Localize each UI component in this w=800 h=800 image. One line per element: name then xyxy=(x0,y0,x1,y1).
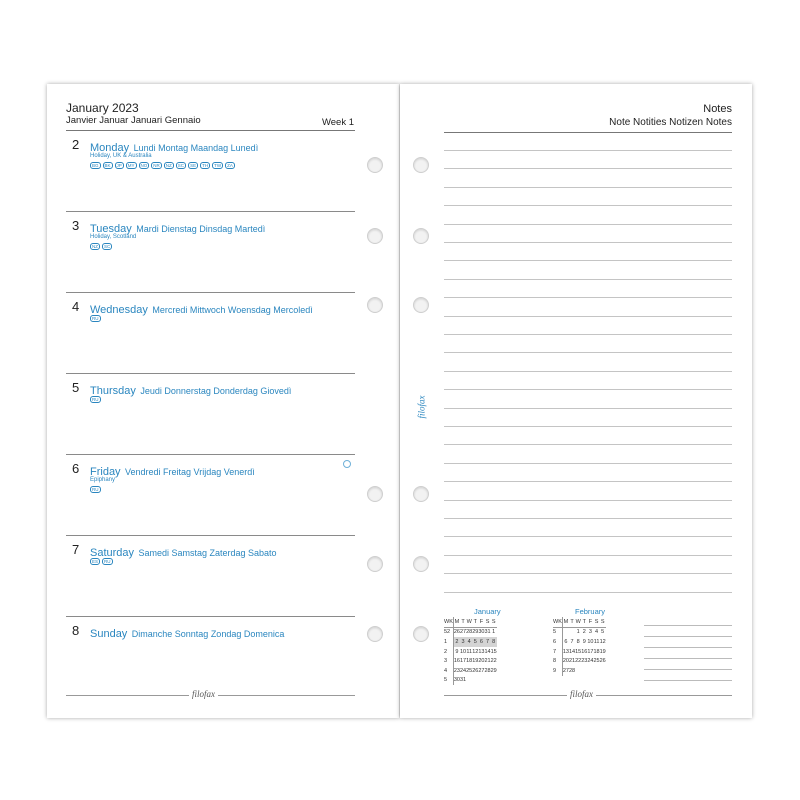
calendar-day-cell[interactable]: 12 xyxy=(599,638,606,645)
calendar-day-cell[interactable]: 9 xyxy=(582,638,586,645)
note-line[interactable] xyxy=(444,463,732,464)
week-number-cell: 2 xyxy=(444,647,453,657)
binder-hole xyxy=(367,556,383,572)
calendar-week-row xyxy=(444,637,497,647)
mini-calendar-month: January xyxy=(474,607,501,616)
country-code-badge: ES xyxy=(92,559,99,564)
country-codes xyxy=(90,315,101,322)
week-number-cell: 5 xyxy=(553,627,562,637)
calendar-day-cell[interactable]: 21 xyxy=(569,658,576,665)
country-code-badge: SE xyxy=(190,163,197,168)
country-codes xyxy=(90,486,101,493)
weekday-header: S xyxy=(491,617,497,627)
calendar-note-line[interactable] xyxy=(644,658,732,659)
calendar-day-cell[interactable]: 27 xyxy=(460,629,467,636)
day-translations: Mercredi Mittwoch Woensdag Mercoledì xyxy=(152,305,313,315)
binder-hole xyxy=(367,626,383,642)
weekday-header: M xyxy=(562,617,569,627)
calendar-day-cell[interactable]: 8 xyxy=(492,638,496,645)
mini-calendar-grid xyxy=(444,617,497,685)
calendar-day-cell[interactable]: 31 xyxy=(460,677,467,684)
calendar-day-cell[interactable]: 30 xyxy=(478,629,485,636)
day-translations: Dimanche Sonntag Zondag Domenica xyxy=(131,629,285,639)
notes-header-divider xyxy=(444,132,732,133)
note-line[interactable] xyxy=(444,573,732,574)
calendar-week-row xyxy=(444,627,497,637)
binder-hole xyxy=(413,556,429,572)
calendar-day-cell[interactable]: 20 xyxy=(562,658,569,665)
filofax-logo-left: filofax xyxy=(189,689,218,699)
calendar-day-cell[interactable]: 1 xyxy=(492,629,496,636)
calendar-day-cell[interactable]: 3 xyxy=(461,638,465,645)
calendar-note-line[interactable] xyxy=(644,636,732,637)
calendar-day-cell[interactable]: 28 xyxy=(484,667,491,674)
calendar-day-cell[interactable]: 13 xyxy=(478,648,485,655)
day-names xyxy=(90,543,277,561)
calendar-day-cell[interactable]: 5 xyxy=(473,638,477,645)
day-entry-wednesday[interactable] xyxy=(66,293,355,374)
note-line[interactable] xyxy=(444,260,732,261)
day-entry-tuesday[interactable] xyxy=(66,212,355,293)
weekday-header: WK xyxy=(444,617,453,627)
country-code-badge: BG xyxy=(92,163,99,168)
weekday-header: F xyxy=(478,617,484,627)
calendar-day-cell[interactable]: 25 xyxy=(593,658,600,665)
weekday-header: S xyxy=(600,617,606,627)
country-code-badge: NZ xyxy=(92,244,98,249)
note-line[interactable] xyxy=(444,224,732,225)
note-line[interactable] xyxy=(444,426,732,427)
mini-calendar-grid xyxy=(553,617,606,676)
week-number-cell: 8 xyxy=(553,656,562,666)
day-name: Sunday xyxy=(90,628,128,640)
calendar-day-cell xyxy=(491,676,497,686)
calendar-day-cell xyxy=(562,627,569,637)
country-code-badge: TW xyxy=(214,163,222,168)
day-name: Monday xyxy=(90,142,130,154)
calendar-week-row xyxy=(553,656,606,666)
notes-translations: Note Notities Notizen Notes xyxy=(609,117,732,128)
note-line[interactable] xyxy=(444,316,732,317)
country-code-badge: RU xyxy=(92,397,99,402)
calendar-day-cell[interactable]: 1 xyxy=(576,629,580,636)
country-code-badge: ZA xyxy=(227,163,233,168)
calendar-day-cell[interactable]: 27 xyxy=(562,667,569,674)
calendar-day-cell[interactable]: 2 xyxy=(582,629,586,636)
day-name: Saturday xyxy=(90,547,135,559)
day-number: 5 xyxy=(72,380,80,395)
day-number: 3 xyxy=(72,218,80,233)
note-line[interactable] xyxy=(444,352,732,353)
day-number: 7 xyxy=(72,542,80,557)
note-line[interactable] xyxy=(444,536,732,537)
calendar-day-cell[interactable]: 11 xyxy=(593,638,600,645)
calendar-day-cell[interactable]: 8 xyxy=(576,638,580,645)
binder-hole xyxy=(367,297,383,313)
calendar-day-cell[interactable]: 16 xyxy=(453,658,460,665)
day-entry-friday[interactable] xyxy=(66,455,355,536)
calendar-day-cell[interactable]: 15 xyxy=(490,648,497,655)
calendar-day-cell[interactable]: 29 xyxy=(490,667,497,674)
calendar-day-cell[interactable]: 25 xyxy=(466,667,473,674)
calendar-note-line[interactable] xyxy=(644,680,732,681)
week-number-cell: 4 xyxy=(444,666,453,676)
filofax-logo-right: filofax xyxy=(567,689,596,699)
calendar-week-row xyxy=(553,647,606,657)
left-diary-page xyxy=(47,84,399,718)
weekday-header: S xyxy=(594,617,600,627)
country-code-badge: MY xyxy=(127,163,135,168)
calendar-day-cell[interactable]: 16 xyxy=(581,648,588,655)
calendar-day-cell[interactable]: 14 xyxy=(484,648,491,655)
day-name: Wednesday xyxy=(90,304,148,316)
calendar-day-cell[interactable]: 7 xyxy=(486,638,490,645)
note-line[interactable] xyxy=(444,205,732,206)
week-number-cell: 7 xyxy=(553,647,562,657)
calendar-day-cell[interactable]: 20 xyxy=(478,658,485,665)
week-number-cell: 9 xyxy=(553,666,562,676)
holiday-note: Holiday, UK & Australia xyxy=(90,153,152,159)
calendar-day-cell[interactable]: 11 xyxy=(466,648,473,655)
calendar-day-cell[interactable]: 24 xyxy=(460,667,467,674)
note-line[interactable] xyxy=(444,168,732,169)
binder-hole xyxy=(413,228,429,244)
binder-hole xyxy=(367,228,383,244)
calendar-day-cell[interactable]: 21 xyxy=(484,658,491,665)
calendar-week-row xyxy=(553,627,606,637)
holiday-note: Holiday, Scotland xyxy=(90,234,137,240)
week-number-cell: 1 xyxy=(444,637,453,647)
week-number-cell: 3 xyxy=(444,656,453,666)
month-translations: Janvier Januar Januari Gennaio xyxy=(66,115,201,126)
day-number: 2 xyxy=(72,137,80,152)
day-entry-thursday[interactable] xyxy=(66,374,355,455)
day-translations: Mardi Dienstag Dinsdag Martedì xyxy=(136,224,266,234)
day-name: Tuesday xyxy=(90,223,132,235)
calendar-day-cell[interactable]: 30 xyxy=(453,677,460,684)
note-line[interactable] xyxy=(444,297,732,298)
calendar-week-row xyxy=(553,637,606,647)
country-code-badge: NZ xyxy=(165,163,172,168)
calendar-day-cell[interactable]: 29 xyxy=(472,629,479,636)
country-codes xyxy=(90,243,112,250)
filofax-spine-logo: filofax xyxy=(416,395,427,419)
calendar-week-row xyxy=(444,676,497,686)
note-line[interactable] xyxy=(444,481,732,482)
binder-hole xyxy=(367,486,383,502)
binder-hole xyxy=(413,486,429,502)
calendar-day-cell[interactable]: 9 xyxy=(455,648,459,655)
calendar-day-cell[interactable]: 15 xyxy=(575,648,582,655)
binder-hole xyxy=(367,157,383,173)
calendar-note-line[interactable] xyxy=(644,669,732,670)
weekday-header: WK xyxy=(553,617,562,627)
calendar-week-row xyxy=(444,647,497,657)
calendar-week-row xyxy=(444,666,497,676)
week-number-cell: 6 xyxy=(553,637,562,647)
month-year-heading: January 2023 xyxy=(66,101,139,115)
calendar-day-cell[interactable]: 19 xyxy=(472,658,479,665)
week-number: Week 1 xyxy=(321,117,354,128)
calendar-day-cell[interactable]: 27 xyxy=(478,667,485,674)
day-names xyxy=(90,624,284,642)
country-codes xyxy=(90,162,235,169)
holiday-note: Epiphany xyxy=(90,477,116,483)
binder-hole xyxy=(413,626,429,642)
calendar-day-cell xyxy=(600,666,606,676)
note-line[interactable] xyxy=(444,518,732,519)
note-line[interactable] xyxy=(444,555,732,556)
country-code-badge: JP xyxy=(116,163,122,168)
calendar-day-cell[interactable]: 14 xyxy=(569,648,576,655)
day-translations: Vendredi Freitag Vrijdag Venerdì xyxy=(125,467,255,477)
week-number-cell: 52 xyxy=(444,627,453,637)
calendar-day-cell[interactable]: 12 xyxy=(472,648,479,655)
country-code-badge: BK xyxy=(104,163,111,168)
calendar-day-cell[interactable]: 6 xyxy=(564,638,568,645)
calendar-day-cell[interactable]: 19 xyxy=(599,648,606,655)
note-line[interactable] xyxy=(444,408,732,409)
calendar-day-cell[interactable]: 24 xyxy=(587,658,594,665)
calendar-day-cell[interactable]: 7 xyxy=(570,638,574,645)
calendar-day-cell[interactable]: 26 xyxy=(472,667,479,674)
day-names xyxy=(90,300,313,318)
calendar-week-row xyxy=(444,656,497,666)
day-translations: Jeudi Donnerstag Donderdag Giovedì xyxy=(140,386,292,396)
country-code-badge: RU xyxy=(104,559,111,564)
weekday-header: W xyxy=(575,617,581,627)
calendar-day-cell[interactable]: 10 xyxy=(460,648,467,655)
note-line[interactable] xyxy=(444,150,732,151)
calendar-day-cell[interactable]: 26 xyxy=(453,629,460,636)
calendar-day-cell[interactable]: 23 xyxy=(581,658,588,665)
circle-marker-icon xyxy=(343,460,351,468)
country-code-badge: RU xyxy=(92,316,99,321)
day-number: 6 xyxy=(72,461,80,476)
country-codes xyxy=(90,396,101,403)
note-line[interactable] xyxy=(444,500,732,501)
calendar-day-cell[interactable]: 4 xyxy=(595,629,599,636)
calendar-day-cell[interactable]: 26 xyxy=(599,658,606,665)
calendar-day-cell[interactable]: 18 xyxy=(466,658,473,665)
note-line[interactable] xyxy=(444,371,732,372)
calendar-note-line[interactable] xyxy=(644,625,732,626)
day-translations: Samedi Samstag Zaterdag Sabato xyxy=(138,548,277,558)
calendar-note-line[interactable] xyxy=(644,647,732,648)
calendar-day-cell[interactable]: 17 xyxy=(460,658,467,665)
calendar-day-cell[interactable]: 17 xyxy=(587,648,594,655)
calendar-day-cell[interactable]: 22 xyxy=(490,658,497,665)
calendar-day-cell[interactable]: 2 xyxy=(453,637,460,647)
country-code-badge: RU xyxy=(92,487,99,492)
country-code-badge: NO xyxy=(140,163,148,168)
country-code-badge: NR xyxy=(153,163,160,168)
weekday-header: W xyxy=(466,617,472,627)
weekday-header: T xyxy=(460,617,466,627)
binder-hole xyxy=(413,157,429,173)
day-name: Friday xyxy=(90,466,121,478)
weekday-header: T xyxy=(569,617,575,627)
calendar-day-cell[interactable]: 10 xyxy=(587,638,594,645)
country-code-badge: SC xyxy=(104,244,111,249)
note-line[interactable] xyxy=(444,187,732,188)
day-entry-sunday[interactable] xyxy=(66,617,355,698)
weekday-header: M xyxy=(453,617,460,627)
country-codes xyxy=(90,558,113,565)
calendar-day-cell[interactable]: 22 xyxy=(575,658,582,665)
calendar-day-cell[interactable]: 23 xyxy=(453,667,460,674)
calendar-day-cell[interactable]: 3 xyxy=(588,629,592,636)
day-number: 8 xyxy=(72,623,80,638)
day-name: Thursday xyxy=(90,385,136,397)
calendar-week-row xyxy=(553,666,606,676)
note-line[interactable] xyxy=(444,279,732,280)
calendar-day-cell[interactable]: 28 xyxy=(569,667,576,674)
country-code-badge: SC xyxy=(177,163,185,168)
calendar-day-cell[interactable]: 28 xyxy=(466,629,473,636)
day-number: 4 xyxy=(72,299,80,314)
calendar-day-cell[interactable]: 18 xyxy=(593,648,600,655)
calendar-day-cell[interactable]: 5 xyxy=(601,629,605,636)
weekday-header: F xyxy=(587,617,593,627)
mini-calendar-month: February xyxy=(575,607,606,616)
right-notes-page xyxy=(400,84,752,718)
note-line[interactable] xyxy=(444,334,732,335)
day-entry-saturday[interactable] xyxy=(66,536,355,617)
calendar-day-cell[interactable]: 31 xyxy=(484,629,491,636)
weekday-header: T xyxy=(472,617,478,627)
note-line[interactable] xyxy=(444,444,732,445)
binder-hole xyxy=(413,297,429,313)
day-translations: Lundi Montag Maandag Lunedì xyxy=(133,143,259,153)
country-code-badge: TH xyxy=(202,163,209,168)
calendar-day-cell[interactable]: 4 xyxy=(467,638,471,645)
note-line[interactable] xyxy=(444,242,732,243)
note-line[interactable] xyxy=(444,592,732,593)
calendar-day-cell[interactable]: 13 xyxy=(562,648,569,655)
day-entry-monday[interactable] xyxy=(66,131,355,212)
weekday-header: S xyxy=(485,617,491,627)
day-names xyxy=(90,381,291,399)
calendar-day-cell[interactable]: 6 xyxy=(479,638,483,645)
week-number-cell: 5 xyxy=(444,676,453,686)
weekday-header: T xyxy=(581,617,587,627)
notes-title: Notes xyxy=(703,103,732,115)
note-line[interactable] xyxy=(444,389,732,390)
